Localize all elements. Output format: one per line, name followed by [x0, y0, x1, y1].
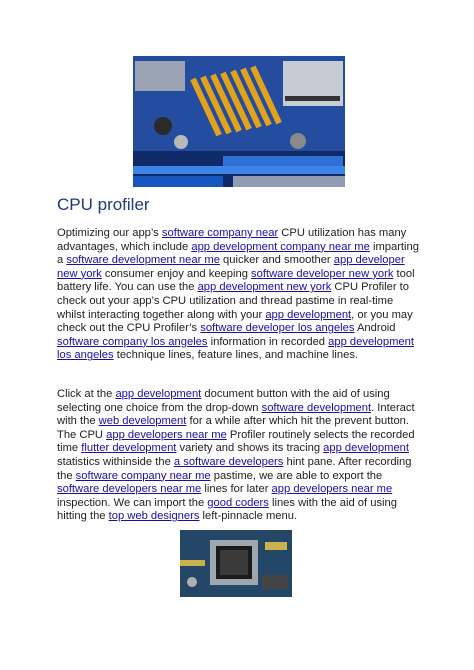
paragraph-1	[57, 227, 421, 363]
paragraph-text: tool battery life. You can use the	[57, 267, 415, 294]
page-title: CPU profiler	[57, 195, 150, 214]
paragraph-text: lines with the aid of using hitting the	[57, 496, 397, 523]
paragraph-text: imparting a	[57, 240, 419, 267]
inline-link[interactable]: good coders	[207, 496, 269, 509]
inline-link[interactable]: app developers near me	[106, 428, 227, 441]
inline-link[interactable]: software developers near me	[57, 483, 202, 496]
inline-link[interactable]: app development new york	[197, 281, 332, 294]
inline-link[interactable]: web development	[98, 415, 187, 428]
paragraph-text: CPU utilization has many advantages, which include	[57, 227, 407, 253]
inline-link[interactable]: software developer new york	[251, 267, 394, 280]
paragraph-text: Optimizing our app’s	[57, 227, 162, 239]
inline-link[interactable]: app development company near me	[191, 240, 370, 253]
paragraph-text: Android	[354, 322, 396, 335]
cpu-socket-photo	[180, 530, 292, 597]
paragraph-text: variety and shows its tracing	[176, 442, 324, 455]
inline-link[interactable]: software development near me	[66, 254, 220, 267]
paragraph-text: hint pane. After recording the	[57, 455, 412, 482]
paragraph-text: left-pinnacle menu.	[199, 510, 298, 523]
inline-link[interactable]: a software developers	[173, 455, 284, 468]
paragraph-text: , or you may check out the CPU Profiler’s	[57, 308, 413, 335]
paragraph-text: . Interact with the	[57, 401, 415, 428]
inline-link[interactable]: app development	[265, 308, 352, 321]
inline-link[interactable]: software company near	[161, 227, 279, 239]
inline-link[interactable]: app developer new york	[57, 254, 405, 280]
paragraph-text: information in recorded	[207, 335, 329, 348]
inline-link[interactable]: app developers near me	[271, 483, 393, 496]
inline-link[interactable]: software developer los angeles	[200, 322, 355, 335]
inline-link[interactable]: app development	[115, 388, 202, 400]
inline-link[interactable]: app development	[323, 442, 409, 455]
paragraph-text: lines for later	[201, 483, 272, 496]
paragraph-text: Click at the	[57, 388, 116, 400]
paragraph-text: Profiler routinely selects the recorded time	[57, 428, 415, 455]
paragraph-text: CPU Profiler to check out your app’s CPU utilization and thread pastime in real-time whilst interacting together along with your	[57, 281, 410, 321]
paragraph-text: technique lines, feature lines, and machine lines.	[113, 349, 359, 362]
paragraph-2	[57, 388, 421, 524]
paragraph-text: consumer enjoy and keeping	[101, 267, 252, 280]
inline-link[interactable]: top web designers	[108, 510, 200, 523]
inline-link[interactable]: flutter development	[81, 442, 177, 455]
inline-link[interactable]: software company los angeles	[57, 335, 208, 348]
paragraph-text: for a while after which hit the prevent button. The CPU	[57, 415, 410, 441]
inline-link[interactable]: app development los angeles	[57, 335, 414, 362]
inline-link[interactable]: software company near me	[75, 469, 211, 482]
paragraph-text: pastime, we are able to export the	[210, 469, 383, 482]
paragraph-text: statistics withinside the	[57, 455, 174, 468]
inline-link[interactable]: software development	[261, 401, 372, 414]
paragraph-text: inspection. We can import the	[57, 496, 208, 509]
paragraph-text: document button with the aid of using selecting one choice from the drop-down	[57, 388, 390, 414]
paragraph-text: quicker and smoother	[219, 254, 334, 267]
motherboard-photo	[133, 56, 345, 187]
